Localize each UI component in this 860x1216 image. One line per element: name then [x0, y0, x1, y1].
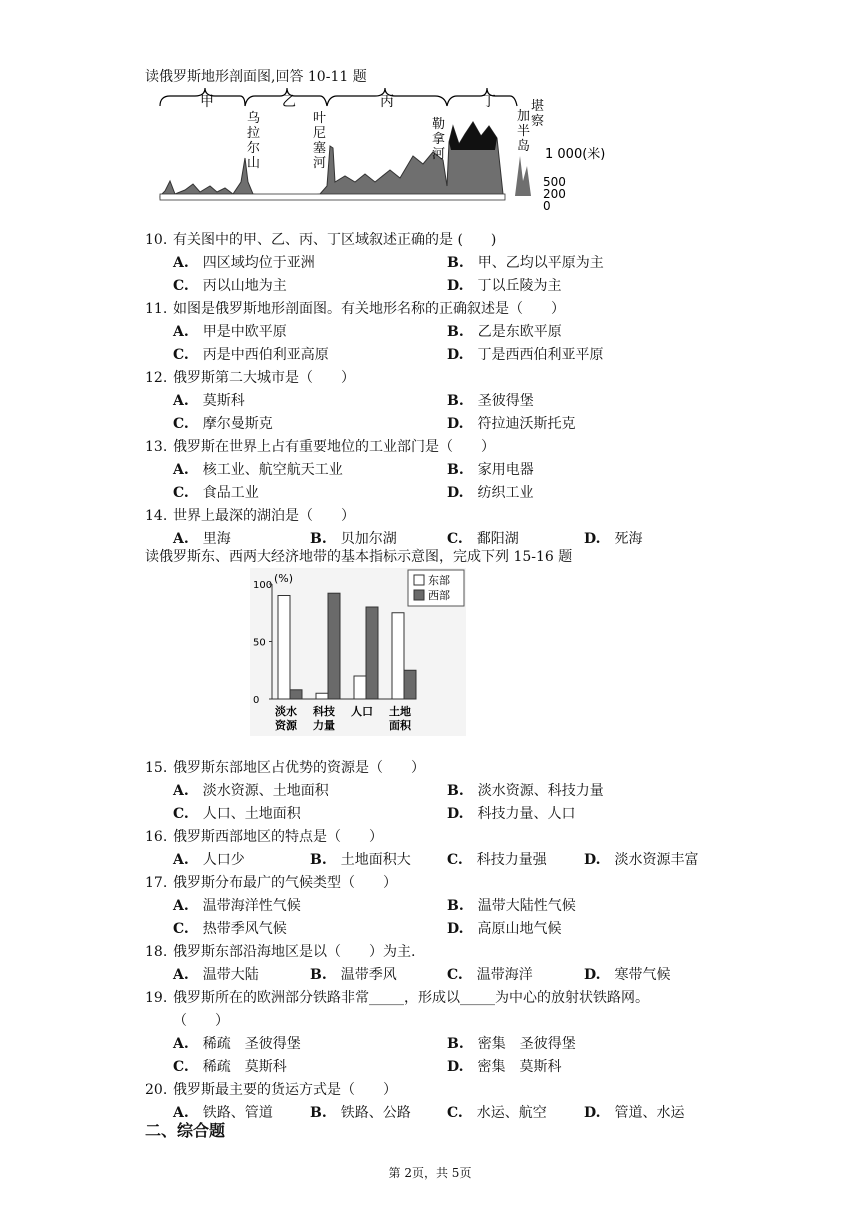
answer-option[interactable] — [584, 964, 671, 984]
question-text: 俄罗斯第二大城市是（ ） — [173, 370, 355, 386]
option-text: 圣彼得堡 — [477, 393, 534, 409]
scale-0: 0 — [543, 199, 551, 213]
y-tick-label: 0 — [253, 695, 260, 706]
answer-option[interactable] — [447, 390, 534, 410]
answer-option[interactable] — [447, 895, 576, 915]
answer-option[interactable] — [173, 344, 329, 364]
option-letter: A. — [173, 967, 189, 983]
option-text: 温带季风 — [340, 967, 397, 983]
option-letter: A. — [173, 898, 189, 914]
option-letter: B. — [447, 898, 464, 914]
option-letter: B. — [447, 324, 464, 340]
y-tick-label: 100 — [253, 580, 273, 591]
option-letter: A. — [173, 1036, 189, 1052]
option-letter: D. — [584, 967, 601, 983]
option-text: 莫斯科 — [202, 393, 245, 409]
label-lena: 勒拿河 — [432, 117, 446, 162]
answer-option[interactable] — [447, 964, 533, 984]
question-stem — [145, 826, 383, 846]
scale-1000: 1 000(米) — [545, 147, 606, 162]
option-letter: B. — [447, 1036, 464, 1052]
question-stem — [145, 1079, 397, 1099]
option-letter: B. — [447, 462, 464, 478]
option-text: 密集 莫斯科 — [477, 1059, 562, 1075]
option-letter: A. — [173, 393, 189, 409]
option-text: 温带大陆 — [202, 967, 259, 983]
answer-option[interactable] — [584, 1102, 685, 1122]
answer-option[interactable] — [447, 413, 576, 433]
option-text: 水运、航空 — [476, 1105, 547, 1121]
answer-option[interactable] — [447, 459, 534, 479]
region-label-ding: 丁 — [482, 94, 496, 110]
answer-option[interactable] — [173, 482, 259, 502]
question-text: 如图是俄罗斯地形剖面图。有关地形名称的正确叙述是（ ） — [173, 301, 565, 317]
option-letter: C. — [173, 278, 189, 294]
category-label: 土地 — [389, 705, 411, 718]
label-kamchatka: 加半岛 堪察 — [517, 99, 545, 154]
option-letter: D. — [447, 416, 464, 432]
question-number: 10. — [145, 232, 168, 248]
option-text: 甲、乙均以平原为主 — [477, 255, 604, 271]
legend-label-west: 西部 — [428, 589, 450, 602]
question-text: 俄罗斯东部沿海地区是以（ ）为主. — [173, 944, 416, 960]
option-letter: C. — [173, 921, 189, 937]
option-letter: A. — [173, 531, 189, 547]
option-text: 死海 — [614, 531, 643, 547]
option-letter: D. — [584, 531, 601, 547]
answer-option[interactable] — [447, 252, 604, 272]
answer-option[interactable] — [173, 849, 245, 869]
option-letter: A. — [173, 1105, 189, 1121]
option-text: 摩尔曼斯克 — [202, 416, 273, 432]
option-text: 人口少 — [202, 852, 245, 868]
option-letter: B. — [447, 783, 464, 799]
question-number: 18. — [145, 944, 168, 960]
answer-option[interactable] — [173, 459, 343, 479]
option-letter: C. — [447, 531, 463, 547]
label-yenisei: 叶尼塞河 — [313, 111, 327, 171]
category-label: 科技 — [313, 705, 335, 718]
answer-option[interactable] — [173, 413, 273, 433]
option-letter: C. — [173, 347, 189, 363]
option-letter: D. — [447, 1059, 464, 1075]
option-text: 淡水资源丰富 — [614, 852, 699, 868]
question-text: 俄罗斯所在的欧洲部分铁路非常_____，形成以_____为中心的放射状铁路网。 — [173, 990, 649, 1006]
option-letter: D. — [584, 1105, 601, 1121]
answer-option[interactable] — [447, 1033, 576, 1053]
option-text: 丁以丘陵为主 — [477, 278, 562, 294]
option-letter: A. — [173, 783, 189, 799]
category-label: 面积 — [389, 719, 411, 732]
option-text: 科技力量强 — [476, 852, 547, 868]
region-label-bing: 丙 — [380, 94, 394, 110]
question-number: 15. — [145, 760, 168, 776]
answer-option[interactable] — [447, 482, 534, 502]
answer-option[interactable] — [173, 321, 287, 341]
answer-option[interactable] — [447, 780, 604, 800]
option-text: 四区域均位于亚洲 — [202, 255, 315, 271]
answer-option[interactable] — [173, 275, 287, 295]
answer-option[interactable] — [310, 1102, 411, 1122]
option-text: 温带海洋性气候 — [202, 898, 301, 914]
answer-option[interactable] — [173, 1033, 301, 1053]
question-text-continued: （ ） — [173, 1013, 229, 1029]
answer-option[interactable] — [447, 275, 562, 295]
option-letter: B. — [310, 531, 327, 547]
answer-option[interactable] — [447, 528, 519, 548]
option-text: 甲是中欧平原 — [202, 324, 287, 340]
option-text: 温带大陆性气候 — [477, 898, 576, 914]
option-letter: B. — [447, 393, 464, 409]
answer-option[interactable] — [173, 803, 301, 823]
answer-option[interactable] — [310, 849, 411, 869]
option-text: 丙以山地为主 — [202, 278, 287, 294]
option-text: 丁是西西伯利亚平原 — [477, 347, 604, 363]
option-text: 稀疏 莫斯科 — [202, 1059, 287, 1075]
legend-swatch-east — [414, 575, 424, 585]
question-text: 俄罗斯最主要的货运方式是（ ） — [173, 1082, 397, 1098]
answer-option[interactable] — [173, 918, 287, 938]
option-text: 热带季风气候 — [202, 921, 287, 937]
option-text: 里海 — [202, 531, 231, 547]
category-label: 淡水 — [275, 705, 297, 718]
option-text: 乙是东欧平原 — [477, 324, 562, 340]
option-letter: C. — [173, 1059, 189, 1075]
option-letter: B. — [447, 255, 464, 271]
question-stem — [145, 367, 355, 387]
bar-east-0 — [278, 596, 290, 700]
label-ural: 乌拉尔山 — [247, 111, 261, 171]
scale-500: 500 — [543, 175, 566, 189]
option-text: 高原山地气候 — [477, 921, 562, 937]
question-number: 16. — [145, 829, 168, 845]
economic-zone-bar-chart — [250, 568, 466, 736]
option-text: 密集 圣彼得堡 — [477, 1036, 576, 1052]
option-text: 温带海洋 — [476, 967, 533, 983]
option-letter: C. — [173, 416, 189, 432]
answer-option[interactable] — [447, 918, 562, 938]
answer-option[interactable] — [584, 528, 643, 548]
answer-option[interactable] — [447, 1102, 547, 1122]
option-letter: B. — [310, 852, 327, 868]
region-label-yi: 乙 — [282, 94, 296, 110]
region-label-jia: 甲 — [200, 94, 214, 110]
question-number: 13. — [145, 439, 168, 455]
option-text: 管道、水运 — [614, 1105, 685, 1121]
answer-option[interactable] — [173, 1056, 287, 1076]
chart-legend — [408, 570, 464, 606]
question-number: 14. — [145, 508, 168, 524]
question-number: 17. — [145, 875, 168, 891]
option-letter: C. — [173, 485, 189, 501]
question-text: 俄罗斯东部地区占优势的资源是（ ） — [173, 760, 425, 776]
option-text: 丙是中西伯利亚高原 — [202, 347, 329, 363]
answer-option[interactable] — [173, 964, 259, 984]
bar-east-1 — [316, 693, 328, 699]
answer-option[interactable] — [173, 390, 245, 410]
question-text: 俄罗斯西部地区的特点是（ ） — [173, 829, 383, 845]
y-tick-label: 50 — [253, 637, 266, 649]
answer-option[interactable] — [447, 1056, 562, 1076]
bar-west-2 — [366, 607, 378, 699]
question-number: 20. — [145, 1082, 168, 1098]
bar-west-0 — [290, 690, 302, 699]
option-letter: D. — [447, 347, 464, 363]
question-stem — [145, 872, 397, 892]
question-number: 11. — [145, 301, 168, 317]
option-letter: B. — [310, 967, 327, 983]
question-text: 俄罗斯在世界上占有重要地位的工业部门是（ ） — [173, 439, 495, 455]
option-letter: C. — [447, 1105, 463, 1121]
option-letter: D. — [584, 852, 601, 868]
answer-option[interactable] — [173, 252, 315, 272]
question-text: 俄罗斯分布最广的气候类型（ ） — [173, 875, 397, 891]
answer-option[interactable] — [173, 895, 301, 915]
option-letter: D. — [447, 921, 464, 937]
category-label: 力量 — [313, 719, 335, 732]
answer-option[interactable] — [173, 528, 231, 548]
option-letter: A. — [173, 324, 189, 340]
answer-option[interactable] — [173, 780, 329, 800]
bar-east-3 — [392, 613, 404, 699]
option-letter: C. — [447, 967, 463, 983]
legend-label-east: 东部 — [428, 574, 450, 587]
answer-option[interactable] — [447, 344, 604, 364]
option-text: 核工业、航空航天工业 — [202, 462, 343, 478]
intro-15-16: 读俄罗斯东、西两大经济地带的基本指标示意图，完成下列 15-16 题 — [145, 549, 573, 565]
answer-option[interactable] — [447, 321, 562, 341]
option-text: 家用电器 — [477, 462, 534, 478]
legend-swatch-west — [414, 590, 424, 600]
question-stem — [145, 757, 425, 777]
bar-west-1 — [328, 593, 340, 699]
question-stem — [145, 941, 415, 961]
option-letter: D. — [447, 485, 464, 501]
option-letter: C. — [173, 806, 189, 822]
option-letter: B. — [310, 1105, 327, 1121]
answer-option[interactable] — [584, 849, 699, 869]
chart-ylabel: (%) — [274, 572, 294, 585]
answer-option[interactable] — [310, 964, 397, 984]
question-stem — [145, 436, 495, 456]
option-text: 人口、土地面积 — [202, 806, 301, 822]
bar-west-3 — [404, 670, 416, 699]
question-text: 有关图中的甲、乙、丙、丁区域叙述正确的是 ( ) — [173, 232, 497, 248]
bar-east-2 — [354, 676, 366, 699]
option-text: 食品工业 — [202, 485, 259, 501]
category-label: 人口 — [351, 705, 373, 718]
scale-200: 200 — [543, 187, 566, 201]
option-letter: D. — [447, 278, 464, 294]
terrain-profile-figure — [155, 86, 620, 214]
answer-option[interactable] — [447, 849, 547, 869]
option-letter: C. — [447, 852, 463, 868]
question-stem — [145, 298, 565, 318]
question-number: 12. — [145, 370, 168, 386]
option-text: 贝加尔湖 — [340, 531, 397, 547]
option-text: 符拉迪沃斯托克 — [477, 416, 576, 432]
option-text: 铁路、管道 — [202, 1105, 273, 1121]
option-letter: D. — [447, 806, 464, 822]
option-text: 淡水资源、土地面积 — [202, 783, 329, 799]
option-text: 土地面积大 — [340, 852, 411, 868]
option-text: 稀疏 圣彼得堡 — [202, 1036, 301, 1052]
answer-option[interactable] — [310, 528, 397, 548]
page-footer: 第 2页，共 5页 — [388, 1166, 472, 1180]
option-text: 科技力量、人口 — [477, 806, 576, 822]
option-text: 鄱阳湖 — [476, 531, 519, 547]
question-stem — [145, 505, 355, 525]
option-text: 纺织工业 — [477, 485, 534, 501]
option-text: 淡水资源、科技力量 — [477, 783, 604, 799]
question-number: 19. — [145, 990, 168, 1006]
intro-10-11: 读俄罗斯地形剖面图,回答 10-11 题 — [145, 69, 367, 85]
option-letter: A. — [173, 255, 189, 271]
option-letter: A. — [173, 462, 189, 478]
option-letter: A. — [173, 852, 189, 868]
option-text: 铁路、公路 — [340, 1105, 411, 1121]
option-text: 寒带气候 — [614, 967, 671, 983]
question-text: 世界上最深的湖泊是（ ） — [173, 508, 355, 524]
section-heading-comprehensive: 二、综合题 — [145, 1121, 226, 1140]
question-stem — [145, 229, 496, 249]
question-stem — [145, 987, 649, 1007]
category-label: 资源 — [275, 719, 297, 732]
answer-option[interactable] — [447, 803, 576, 823]
